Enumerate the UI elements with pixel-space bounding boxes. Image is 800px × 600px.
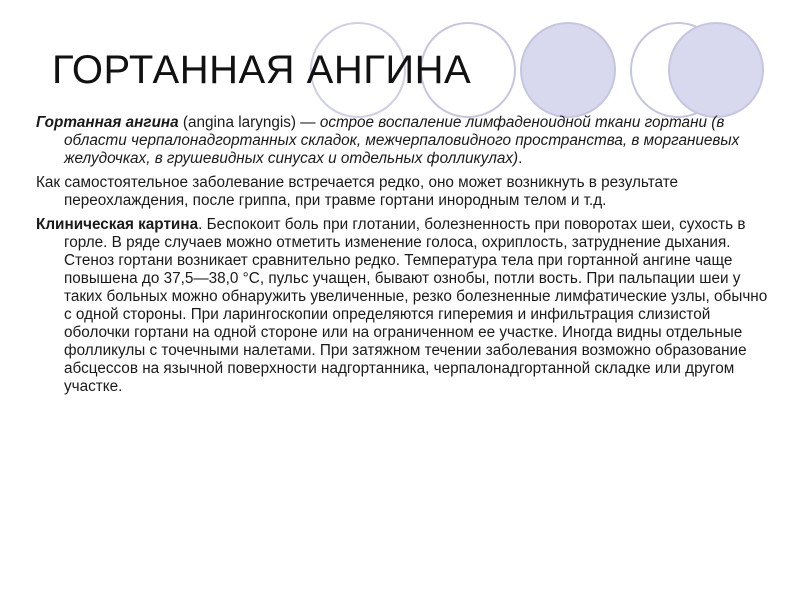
cause-paragraph: Как самостоятельное заболевание встречается редко, оно может возникнуть в результате переохлаждения, после гриппа, при травме гортани инородным телом и т.д.	[36, 174, 679, 209]
clinical-text: . Беспокоит боль при глотании, болезненность при поворотах шеи, сухость в горле. В ряде случаев можно отметить изменение голоса, охриплость, затруднение дыхания. Стеноз гортани возникает сравнительно редко. Температура тела при гортанной ангине чаще повышена до 37,5—38,0 °С, пульс учащен, бывают ознобы, потли вость. При пальпации шеи у таких больных можно обнаружить увеличенные, резко болезненные лимфатические узлы, обычно с одной стороны. При ларингоскопии определяются гиперемия и инфильтрация слизистой оболочки гортани на одной стороне или на ограниченном ее участке. Иногда видны отдельные фолликулы с точечными налетами. При затяжном течении заболевания возможно образование абсцессов на язычной поверхности надгортанника, черпалонадгортанной складке или другом участке.	[64, 216, 768, 395]
latin-name: (angina laryngis) —	[178, 114, 320, 131]
slide-title: ГОРТАННАЯ АНГИНА	[52, 48, 472, 92]
decor-circle	[668, 22, 764, 118]
definition-text: острое воспаление лимфаденоидной ткани гортани (в области черпалонадгортанных складок, межчерпаловидного пространства, в морганиевых желудочках, в грушевидных синусах и отдельных фолликулах)	[64, 114, 740, 167]
decor-circle	[520, 22, 616, 118]
definition-end: .	[518, 150, 523, 167]
term: Гортанная ангина	[36, 114, 179, 131]
slide-body	[36, 114, 776, 402]
clinical-paragraph	[36, 216, 776, 396]
definition-paragraph	[36, 114, 776, 168]
clinical-heading: Клиническая картина	[36, 216, 199, 233]
